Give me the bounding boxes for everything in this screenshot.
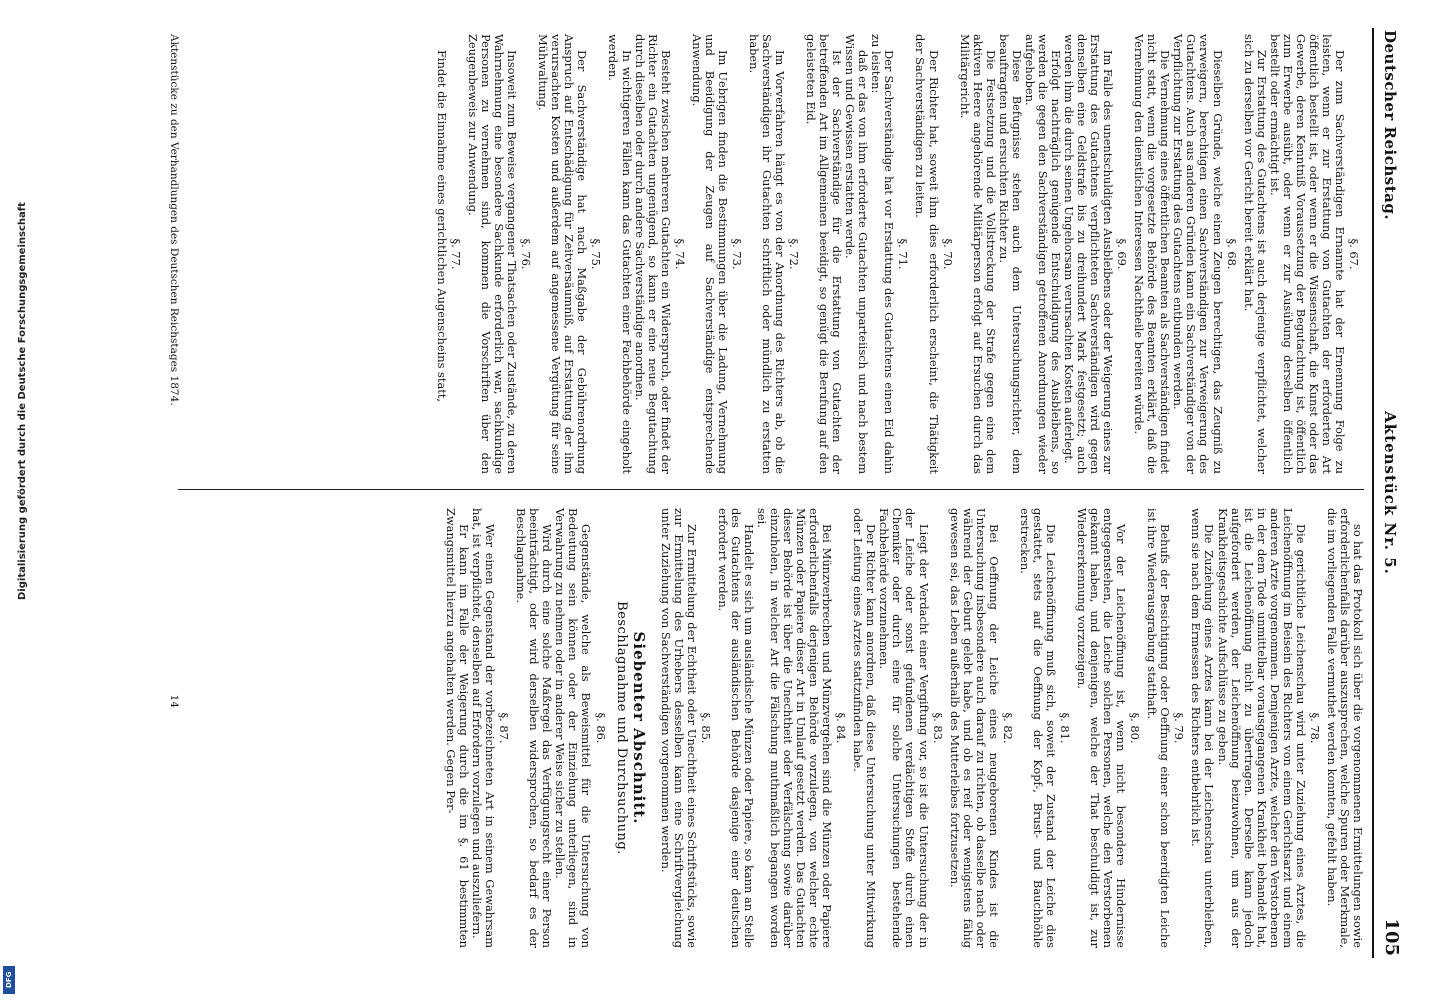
- paragraph: Dieselben Gründe, welche einen Zeugen berechtigen, das Zeugniß zu verweigern, berechtigen einen Sachverständigen zur Verweigerung des Gutachtens. Auch aus anderen Gründen kann ein Sachverständiger von der Verpflichtung zur Erstattung des Gutachtens entbunden werden.: [1171, 34, 1225, 474]
- page-footer: Aktenstücke zu den Verhandlungen des Deutschen Reichstages 1874.: [168, 34, 180, 406]
- paragraph: Diese Befugnisse stehen auch dem Untersuchungsrichter, dem beauftragten und ersuchten Richter zu.: [996, 34, 1024, 474]
- paragraph: In wichtigeren Fällen kann das Gutachten einer Fachbehörde eingeholt werden.: [606, 34, 634, 474]
- section-number: §. 70.: [940, 238, 955, 270]
- chapter-heading: Siebenter Abschnitt.: [629, 631, 648, 825]
- paragraph: Insoweit zum Beweise vergangener Thatsachen oder Zustände, zu deren Wahrnehmung eine besondere Sachkunde erforderlich war, sachkundige Personen zu vernehmen sind, kommen die Vorschriften über den Zeugenbeweis zur Anwendung.: [466, 34, 520, 474]
- paragraph: Der Sachverständige hat vor Erstattung des Gutachtens einen Eid dahin zu leisten:: [869, 34, 897, 474]
- section-number: §. 77.: [448, 238, 463, 270]
- section-number: §. 72.: [787, 238, 802, 270]
- paragraph: Besteht zwischen mehreren Gutachten ein Widerspruch, oder findet der Richter ein Gutachten ungenügend, so kann er eine neue Begutachtung durch dieselben oder durch andere Sachverständige anordnen.: [632, 34, 673, 474]
- paragraph: Der Sachverständige hat nach Maßgabe der Gebührenordnung Anspruch auf Entschädigung für Zeitversäumniß, auf Erstattung der ihm verursachten Kosten und außerdem auf angemessene Vergütung für seine Mühwaltung.: [536, 34, 590, 474]
- column-divider: [178, 489, 1364, 490]
- section-number: §. 75.: [589, 238, 604, 270]
- section-number: §. 71.: [896, 238, 911, 270]
- section-number: §. 69.: [1115, 238, 1130, 270]
- section-number: §. 76.: [519, 238, 534, 270]
- paragraph: Im Falle des unentschuldigten Ausbleibens oder der Weigerung eines zur Erstattung des Gutachtens verpflichteten Sachverständigen wird gegen denselben eine Geldstrafe bis zu dreihundert Mark festgesetzt; auch werden ihm die durch seinen Ungehorsam verursachten Kosten auferlegt.: [1062, 34, 1116, 474]
- page-header: [1372, 28, 1402, 958]
- paragraph: Handelt es sich um ausländische Münzen oder Papiere, so kann an Stelle des Gutachtens der ausländischen Behörde dasjenige einer deutschen erfordert werden.: [715, 508, 756, 948]
- paragraph: Vor der Leichenöffnung ist, wenn nicht besondere Hindernisse entgegenstehen, die Leiche solchen Personen, welche den Verstorbenen gekannt haben, und denjenigen, welche der That beschuldigt ist, zur Wiedererkennung vorzuzeigen.: [1075, 508, 1129, 948]
- section-number: §. 86.: [593, 712, 608, 744]
- section-number: §. 78.: [1307, 712, 1322, 744]
- section-number: §. 81.: [1058, 712, 1073, 744]
- paragraph: Zur Ermittelung der Echtheit oder Unechtheit eines Schriftstücks, sowie zur Ermittelung des Urhebers desselben kann eine Schriftvergleichung unter Zuziehung von Sachverständigen vorgenommen werden.: [658, 508, 699, 948]
- paragraph: Behufs der Besichtigung oder Oeffnung einer schon beerdigten Leiche ist ihre Wiederausgrabung statthaft.: [1145, 508, 1173, 948]
- paragraph: Gegenstände, welche als Beweismittel für die Untersuchung von Bedeutung sein können oder der Einziehung unterliegen, sind in Verwahrung zu nehmen oder in anderer Weise sicher zu stellen.: [553, 508, 594, 948]
- paragraph: Zur Erstattung des Gutachtens ist auch derjenige verpflichtet, welcher sich zu derselben vor Gericht bereit erklärt hat.: [1241, 34, 1269, 474]
- section-number: §. 74.: [672, 238, 687, 270]
- paragraph: Im Vorverfahren hängt es von der Anordnung des Richters ab, ob die Sachverständigen ihr Gutachten schriftlich oder mündlich zu erstatten haben.: [746, 34, 788, 474]
- section-number: §. 83.: [930, 712, 945, 744]
- paragraph: Wird durch eine solche Maßregel das Verfügungsrecht einer Person beeinträchtigt, oder wird derselben widersprochen, so bedarf es der Beschlagnahme.: [514, 508, 555, 948]
- section-number: §. 67.: [1347, 238, 1361, 270]
- digitization-credit-text: Digitalisierung gefördert durch die Deutsche Forschungsgemeinschaft: [17, 202, 28, 600]
- paragraph: Bei Oeffnung der Leiche eines neugeborenen Kindes ist die Untersuchung insbesondere auch darauf zu richten, ob dasselbe nach oder während der Geburt gelebt habe, und ob es reif oder wenigstens fähig gewesen sei, das Leben außerhalb des Mutterleibes fortzusetzen.: [947, 508, 1001, 948]
- paragraph: Die Leichenöffnung muß sich, soweit der Zustand der Leiche dies gestattet, stets auf die Oeffnung der Kopf-, Brust- und Bauchhöhle erstrecken.: [1017, 508, 1058, 948]
- paragraph: Die Zuziehung eines Arztes kann bei der Leichenschau unterbleiben, wenn sie nach dem Ermessen des Richters entbehrlich ist.: [1189, 508, 1217, 948]
- paragraph: so hat das Protokoll sich über die vorgenommenen Ermittelungen sowie erforderlichenfalls darüber auszusprechen, welche Spuren oder Merkmale, die im vorliegenden Falle vermuthet werden konnten, gefehlt haben.: [1324, 508, 1365, 948]
- paragraph: Bei Münzverbrechen und Münzvergehen sind die Münzen oder Papiere erforderlichenfalls derjenigen Behörde vorzulegen, von welcher echte Münzen oder Papiere dieser Art in Umlauf gesetzt werden. Das Gutachten dieser Behörde ist über die Unechtheit oder Verfälschung sowie darüber einzuholen, in welcher Art die Fälschung muthmaßlich begangen worden sei.: [754, 508, 835, 948]
- section-number: §. 84.: [834, 712, 849, 744]
- section-number: §. 85.: [698, 712, 713, 744]
- dfg-logo-icon: DFG: [3, 966, 15, 994]
- left-column: [435, 34, 1364, 474]
- section-number: §. 82.: [1000, 712, 1015, 744]
- page-number: 105: [1381, 918, 1402, 956]
- section-number: §. 79.: [1172, 712, 1187, 744]
- header-title: Deutscher Reichstag.: [1381, 30, 1399, 221]
- digitization-credit: [0, 0, 28, 1000]
- section-number: §. 73.: [729, 238, 744, 270]
- document-page: [108, 28, 1402, 958]
- paragraph: daß er das von ihm erforderte Gutachten unparteiisch und nach bestem Wissen und Gewissen erstatten werde.: [843, 34, 871, 474]
- section-number: §. 80.: [1128, 712, 1143, 744]
- paragraph: Im Uebrigen finden die Bestimmungen über die Ladung, Vernehmung und Beeidigung der Zeugen auf Sachverständige entsprechende Anwendung.: [689, 34, 730, 474]
- sheet-number: 14: [168, 694, 180, 708]
- paragraph: Liegt der Verdacht einer Vergiftung vor, so ist die Untersuchung der in der Leiche oder sonst gefundenen verdächtigen Stoffe durch einen Chemiker oder durch eine für solche Untersuchungen bestehende Fachbehörde vorzunehmen.: [877, 508, 931, 948]
- section-number: §. 87.: [497, 712, 512, 744]
- paragraph: Erfolgt nachträglich genügende Entschuldigung des Ausbleibens, so werden die gegen den Sachverständigen getroffenen Anordnungen wieder aufgehoben.: [1022, 34, 1063, 474]
- paragraph: Er kann im Falle der Weigerung durch die im §. 61 bestimmten Zwangsmittel hierzu angehalten werden. Gegen Per-: [444, 508, 472, 948]
- header-piece: Aktenstück Nr. 5.: [1381, 411, 1399, 575]
- paragraph: Wer einen Gegenstand der vorbezeichneten Art in seinem Gewahrsam hat, ist verpflichtet, denselben auf Erfordern vorzulegen und auszuliefern.: [470, 508, 498, 948]
- paragraph: Die Vernehmung eines öffentlichen Beamten als Sachverständigen findet nicht statt, wenn die vorgesetzte Behörde des Beamten erklärt, daß die Vernehmung den dienstlichen Interessen Nachtheile bereiten würde.: [1132, 34, 1173, 474]
- paragraph: Findet die Einnahme eines gerichtlichen Augenscheins statt,: [434, 50, 449, 403]
- paragraph: Der Richter kann anordnen, daß diese Untersuchung unter Mitwirkung oder Leitung eines Arztes stattzufinden habe.: [851, 508, 879, 948]
- chapter-subtitle: Beschlagnahme und Durchsuchung.: [613, 601, 629, 855]
- paragraph: Die Festsetzung und die Vollstreckung der Strafe gegen eine dem aktiven Heere angehörende Militärperson erfolgt auf Ersuchen durch das Militärgericht.: [957, 34, 998, 474]
- paragraph: Ist der Sachverständige für die Erstattung von Gutachten der betreffenden Art im Allgemeinen beeidigt, so genügt die Berufung auf den geleisteten Eid.: [804, 34, 845, 474]
- paragraph: Der Richter hat, soweit ihm dies erforderlich erscheint, die Thätigkeit der Sachverständigen zu leiten.: [913, 34, 941, 474]
- paragraph: Der zum Sachverständigen Ernannte hat der Ernennung Folge zu leisten, wenn er zur Erstattung von Gutachten der erforderten Art öffentlich bestellt ist, oder wenn er die Wissenschaft, die Kunst oder das Gewerbe, deren Kenntniß Voraussetzung der Begutachtung ist, öffentlich zum Erwerbe ausübt, oder wenn er zur Ausübung derselben öffentlich bestellt oder ermächtigt ist.: [1267, 34, 1347, 474]
- paragraph: Die gerichtliche Leichenschau wird unter Zuziehung eines Arztes, die Leichenöffnung im Beisein des Richters von einem Gerichtsarzt und einem anderen Arzte vorgenommen. Demjenigen Arzte, welcher den Verstorbenen in der dem Tode unmittelbar vorausgegangenen Krankheit behandelt hat, ist die Leichenöffnung nicht zu übertragen. Derselbe kann jedoch aufgefordert werden, der Leichenöffnung beizuwohnen, um aus der Krankheitsgeschichte Aufschlüsse zu geben.: [1215, 508, 1308, 948]
- section-number: §. 68.: [1224, 238, 1239, 270]
- right-column: [444, 508, 1364, 948]
